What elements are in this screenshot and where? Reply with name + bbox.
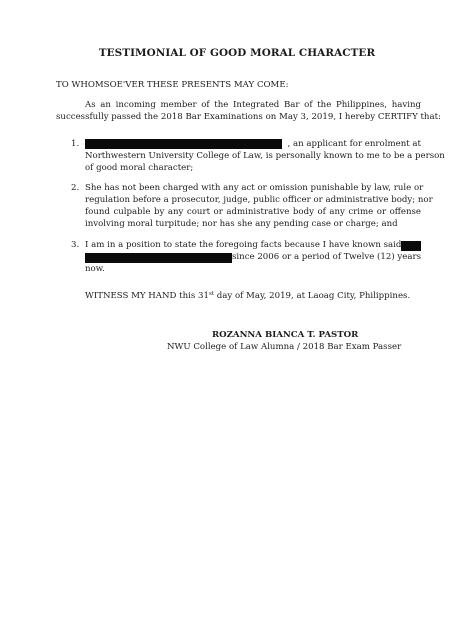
item-3-line-1-text: I am in a position to state the foregoing facts because I have known said [85,240,402,250]
witness-ordinal-suffix: st [208,291,215,297]
document-title: TESTIMONIAL OF GOOD MORAL CHARACTER [98,47,376,59]
witness-text-after: day of May, 2019, at Laoag City, Philippines. [214,291,411,301]
intro-line-1: As an incoming member of the Integrated Bar of the Philippines, having [85,100,421,110]
salutation: TO WHOMSOE'VER THESE PRESENTS MAY COME: [56,80,289,90]
item-3-line-3: now. [85,264,105,274]
item-3-line-2 [85,252,421,263]
item-3-line-2-text: since 2006 or a period of Twelve (12) years [232,252,421,262]
item-1-line-3: of good moral character; [85,163,194,173]
item-2-line-2: regulation before a prosecutor, judge, public officer or administrative body; nor [85,195,433,205]
item-3-number: 3. [71,240,80,250]
item-1-line-1-text: , an applicant for enrolment at [287,139,421,149]
witness-text-before: WITNESS MY HAND this 31 [85,291,209,301]
redaction-bar [401,241,421,251]
redaction-bar [85,253,232,263]
signatory-subtitle: NWU College of Law Alumna / 2018 Bar Exam Passer [167,342,402,352]
item-2-line-4: involving moral turpitude; nor has she any pending case or charge; and [85,219,398,229]
item-3-line-1 [85,240,421,251]
signatory-name: ROZANNA BIANCA T. PASTOR [212,330,359,340]
item-2-line-1: She has not been charged with any act or omission punishable by law, rule or [85,183,424,193]
redaction-bar [85,139,282,149]
item-2-number: 2. [71,183,80,193]
item-1-number: 1. [71,139,80,149]
item-1-line-1 [85,139,421,150]
witness-line [85,289,410,302]
item-2-line-3: found culpable by any court or administrative body of any crime or offense [85,207,421,217]
item-1-line-2: Northwestern University College of Law, is personally known to me to be a person [85,151,445,161]
intro-line-2: successfully passed the 2018 Bar Examinations on May 3, 2019, I hereby CERTIFY that: [56,112,441,122]
